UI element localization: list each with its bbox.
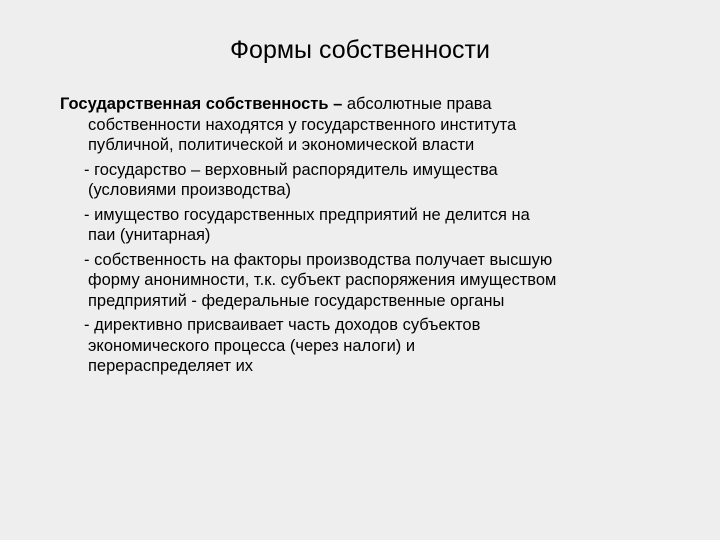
body-line: паи (унитарная) xyxy=(88,226,211,244)
intro-term: Государственная собственность – xyxy=(60,95,343,113)
body-line: (условиями производства) xyxy=(88,181,292,199)
body-line: форму анонимности, т.к. субъект распоряжения имуществом xyxy=(88,271,557,289)
bullet-line: - директивно присваивает часть доходов субъектов xyxy=(84,316,481,334)
bullet-line: - государство – верховный распорядитель имущества xyxy=(84,160,498,179)
bullet-line: - имущество государственных предприятий не делится на xyxy=(84,205,530,224)
body-line: предприятий - федеральные государственные органы xyxy=(88,291,505,310)
body-line: экономического процесса (через налоги) и xyxy=(88,336,416,355)
slide-body xyxy=(60,94,680,377)
body-line: собственности находятся у государственного института xyxy=(88,115,517,134)
bullet-line: - собственность на факторы производства получает высшую xyxy=(84,250,553,269)
intro-rest: абсолютные права xyxy=(342,95,492,113)
slide-title: Формы собственности xyxy=(230,36,490,64)
body-line: публичной, политической и экономической власти xyxy=(88,136,475,154)
body-line: перераспределяет их xyxy=(88,357,254,375)
intro-line xyxy=(60,94,680,115)
